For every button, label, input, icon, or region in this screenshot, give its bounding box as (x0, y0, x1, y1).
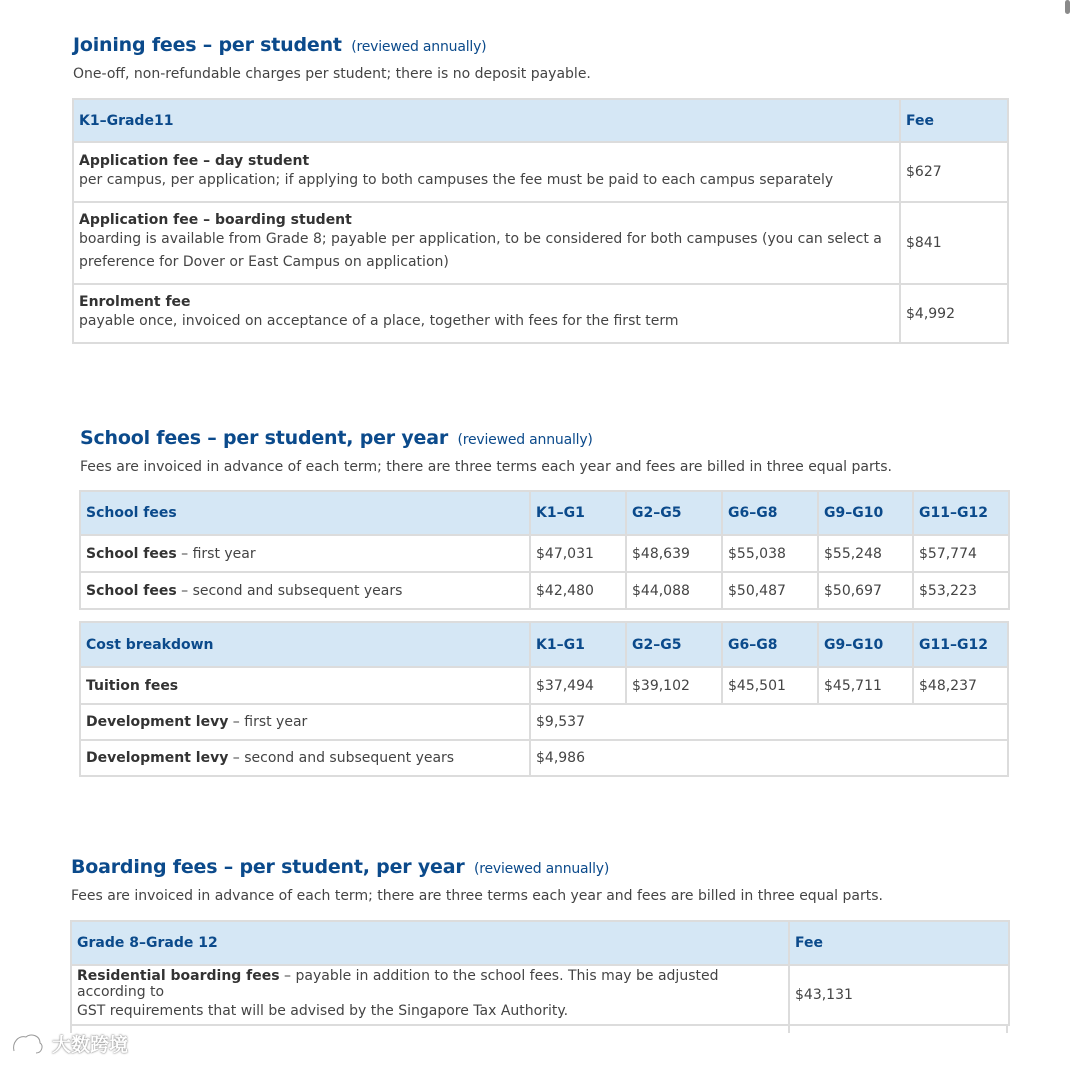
row-label-bold: School fees (86, 582, 177, 599)
table-row-partial (70, 1024, 1008, 1033)
boarding-title-text: Boarding fees – per student, per year (71, 856, 465, 878)
row-detail-continued: preference for Dover or East Campus on application) (79, 254, 449, 270)
fee-cell: $53,223 (913, 572, 1009, 609)
table-header-row (80, 622, 1008, 667)
fee-cell: $4,986 (530, 740, 1008, 776)
watermark-logo-icon (10, 1031, 46, 1057)
row-description (73, 142, 900, 202)
table-row (80, 572, 1009, 609)
grade-header: G9–G10 (818, 622, 913, 667)
joining-header-label: K1–Grade11 (73, 99, 900, 142)
school-fees-header: School fees (80, 491, 530, 535)
row-fee: $43,131 (789, 965, 1009, 1025)
fee-cell: $44,088 (626, 572, 722, 609)
row-label (80, 704, 530, 740)
boarding-description: Fees are invoiced in advance of each term; there are three terms each year and fees are billed in three equal parts. (71, 888, 883, 904)
table-row (73, 202, 1008, 284)
grade-header: G9–G10 (818, 491, 913, 535)
grade-header: K1–G1 (530, 622, 626, 667)
table-row (80, 667, 1008, 704)
fee-cell: $55,038 (722, 535, 818, 572)
cost-breakdown-header: Cost breakdown (80, 622, 530, 667)
table-row (73, 284, 1008, 343)
fee-cell: $48,639 (626, 535, 722, 572)
cost-breakdown-table (79, 621, 1009, 777)
row-fee: $627 (900, 142, 1008, 202)
page-bottom-fade (0, 1033, 1080, 1065)
row-description (71, 965, 789, 1025)
row-label-bold: Development levy (86, 750, 229, 766)
joining-section (73, 34, 591, 82)
grade-header: G11–G12 (913, 491, 1009, 535)
grade-header: G2–G5 (626, 622, 722, 667)
row-label-suffix: – first year (232, 714, 308, 730)
fee-cell: $39,102 (626, 667, 722, 704)
fee-cell: $9,537 (530, 704, 1008, 740)
row-title: Enrolment fee (79, 294, 191, 310)
boarding-header-fee: Fee (789, 921, 1009, 965)
joining-title-text: Joining fees – per student (73, 34, 342, 56)
table-header-row (80, 491, 1009, 535)
school-title-note: (reviewed annually) (457, 432, 593, 448)
row-fee: $4,992 (900, 284, 1008, 343)
boarding-title-note: (reviewed annually) (473, 861, 610, 877)
table-header-row (73, 99, 1008, 142)
row-detail: payable once, invoiced on acceptance of a place, together with fees for the first term (79, 313, 679, 329)
grade-header: G2–G5 (626, 491, 722, 535)
school-title-text: School fees – per student, per year (80, 427, 449, 449)
row-detail: boarding is available from Grade 8; payable per application, to be considered for both campuses (you can select a (79, 231, 882, 247)
row-label-bold: Development levy (86, 714, 229, 730)
row-label (80, 740, 530, 776)
row-detail: per campus, per application; if applying to both campuses the fee must be paid to each campus separately (79, 171, 834, 188)
school-title (80, 427, 892, 449)
row-description (73, 202, 900, 284)
row-title: Application fee – day student (79, 152, 310, 169)
boarding-section (71, 856, 883, 904)
joining-title (73, 34, 591, 56)
row-label (80, 667, 530, 704)
grade-header: G6–G8 (722, 622, 818, 667)
scrollbar-thumb[interactable] (1065, 0, 1070, 14)
fee-cell: $57,774 (913, 535, 1009, 572)
grade-header: K1–G1 (530, 491, 626, 535)
school-fees-table (79, 490, 1010, 610)
table-row (80, 535, 1009, 572)
row-description (73, 284, 900, 343)
fee-cell: $45,711 (818, 667, 913, 704)
table-row (80, 740, 1008, 776)
grade-header: G11–G12 (913, 622, 1008, 667)
school-description: Fees are invoiced in advance of each term; there are three terms each year and fees are billed in three equal parts. (80, 459, 892, 475)
joining-header-fee: Fee (900, 99, 1008, 142)
fee-cell: $48,237 (913, 667, 1008, 704)
boarding-header-label: Grade 8–Grade 12 (71, 921, 789, 965)
boarding-fees-table (70, 920, 1010, 1026)
fee-cell: $50,487 (722, 572, 818, 609)
watermark (10, 1030, 128, 1057)
joining-fees-table (72, 98, 1009, 344)
row-label-suffix: – second and subsequent years (181, 582, 403, 599)
fee-cell: $37,494 (530, 667, 626, 704)
row-title: Residential boarding fees (77, 967, 280, 984)
row-fee: $841 (900, 202, 1008, 284)
row-label-suffix: – first year (181, 545, 256, 562)
joining-description: One-off, non-refundable charges per student; there is no deposit payable. (73, 66, 591, 82)
row-label-suffix: – second and subsequent years (232, 750, 455, 766)
fee-cell: $45,501 (722, 667, 818, 704)
joining-title-note: (reviewed annually) (351, 39, 487, 55)
fee-cell: $47,031 (530, 535, 626, 572)
grade-header: G6–G8 (722, 491, 818, 535)
row-detail: – payable in addition to the school fees. This may be adjusted according to (77, 967, 719, 1000)
row-label-bold: School fees (86, 545, 177, 562)
table-row (71, 965, 1009, 1025)
table-row (73, 142, 1008, 202)
fee-cell: $50,697 (818, 572, 913, 609)
row-detail-continued: GST requirements that will be advised by the Singapore Tax Authority. (77, 1002, 569, 1019)
column-divider (788, 1024, 790, 1033)
row-label (80, 535, 530, 572)
school-section (80, 427, 892, 475)
row-label-bold: Tuition fees (86, 677, 179, 694)
row-label (80, 572, 530, 609)
table-header-row (71, 921, 1009, 965)
fee-cell: $55,248 (818, 535, 913, 572)
fee-cell: $42,480 (530, 572, 626, 609)
watermark-text: 大数跨境 (52, 1034, 129, 1056)
boarding-title (71, 856, 883, 878)
table-row (80, 704, 1008, 740)
row-title: Application fee – boarding student (79, 212, 352, 228)
